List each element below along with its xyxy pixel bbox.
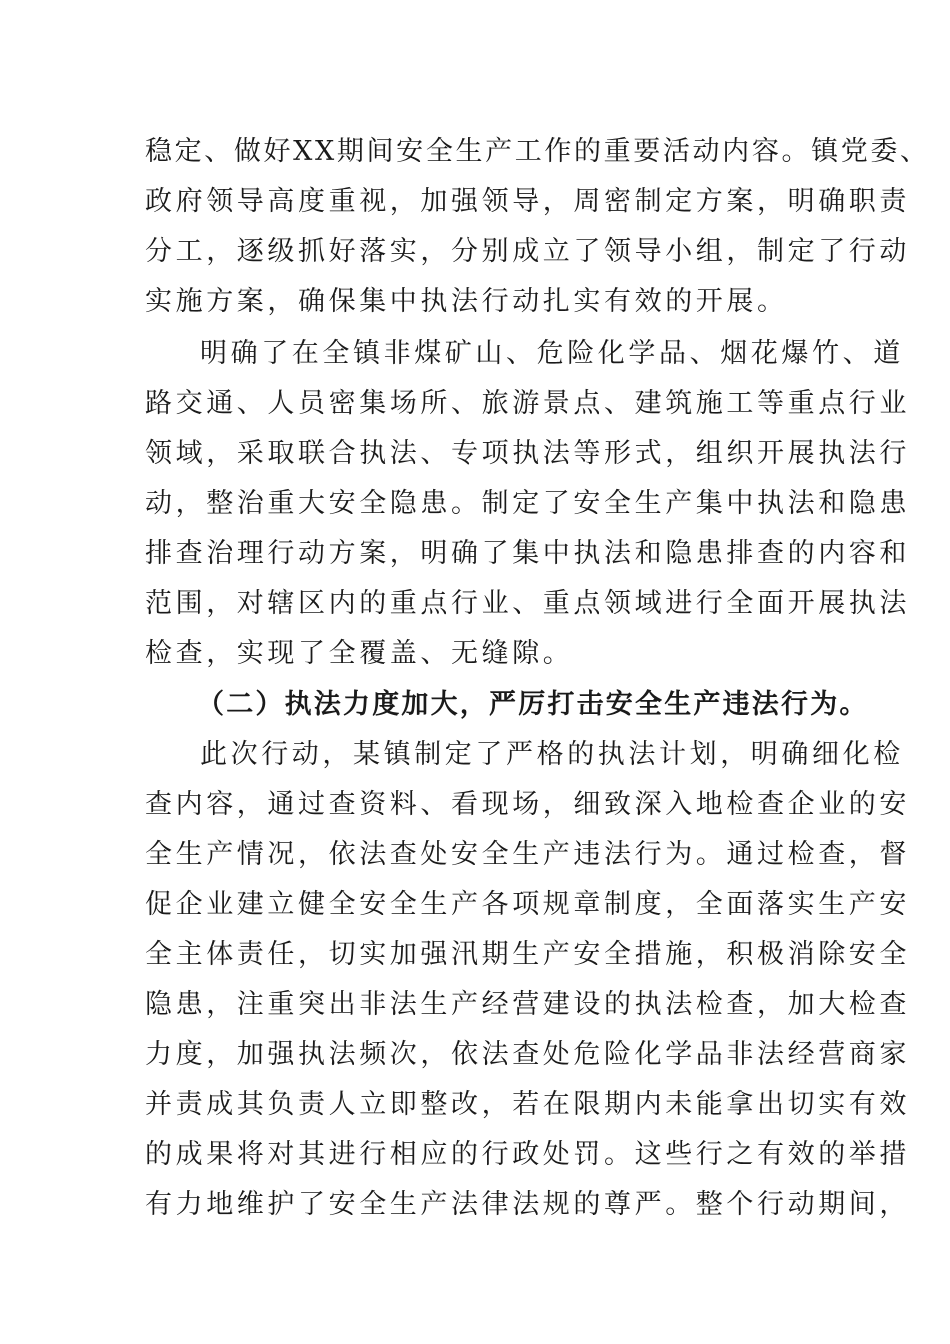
text-line: 隐患，注重突出非法生产经营建设的执法检查，加大检查 bbox=[145, 989, 910, 1020]
text-line: 分工，逐级抓好落实，分别成立了领导小组，制定了行动 bbox=[145, 236, 910, 267]
text-line: 排查治理行动方案，明确了集中执法和隐患排查的内容和 bbox=[145, 538, 910, 569]
text-line: 并责成其负责人立即整改，若在限期内未能拿出切实有效 bbox=[145, 1089, 910, 1120]
text-line: 路交通、人员密集场所、旅游景点、建筑施工等重点行业 bbox=[145, 388, 910, 419]
text-line: 全生产情况，依法查处安全生产违法行为。通过检查，督 bbox=[145, 839, 910, 870]
text-line: 实施方案，确保集中执法行动扎实有效的开展。 bbox=[145, 286, 788, 317]
text-line: 全主体责任，切实加强汛期生产安全措施，积极消除安全 bbox=[145, 939, 910, 970]
text-line: 稳定、做好XX期间安全生产工作的重要活动内容。镇党委、 bbox=[145, 136, 930, 167]
text-line: 政府领导高度重视，加强领导，周密制定方案，明确职责 bbox=[145, 186, 910, 217]
text-line: 范围，对辖区内的重点行业、重点领域进行全面开展执法 bbox=[145, 588, 910, 619]
section-heading: （二）执法力度加大，严厉打击安全生产违法行为。 bbox=[197, 689, 869, 720]
text-line: 查内容，通过查资料、看现场，细致深入地检查企业的安 bbox=[145, 789, 910, 820]
text-line: 有力地维护了安全生产法律法规的尊严。整个行动期间， bbox=[145, 1189, 910, 1220]
paragraph-first-line: 明确了在全镇非煤矿山、危险化学品、烟花爆竹、道 bbox=[200, 338, 904, 369]
text-line: 的成果将对其进行相应的行政处罚。这些行之有效的举措 bbox=[145, 1139, 910, 1170]
text-line: 力度，加强执法频次，依法查处危险化学品非法经营商家 bbox=[145, 1039, 910, 1070]
text-line: 检查，实现了全覆盖、无缝隙。 bbox=[145, 638, 574, 669]
text-line: 促企业建立健全安全生产各项规章制度，全面落实生产安 bbox=[145, 889, 910, 920]
text-line: 领域，采取联合执法、专项执法等形式，组织开展执法行 bbox=[145, 438, 910, 469]
text-line: 动，整治重大安全隐患。制定了安全生产集中执法和隐患 bbox=[145, 488, 910, 519]
paragraph-first-line: 此次行动，某镇制定了严格的执法计划，明确细化检 bbox=[200, 739, 904, 770]
